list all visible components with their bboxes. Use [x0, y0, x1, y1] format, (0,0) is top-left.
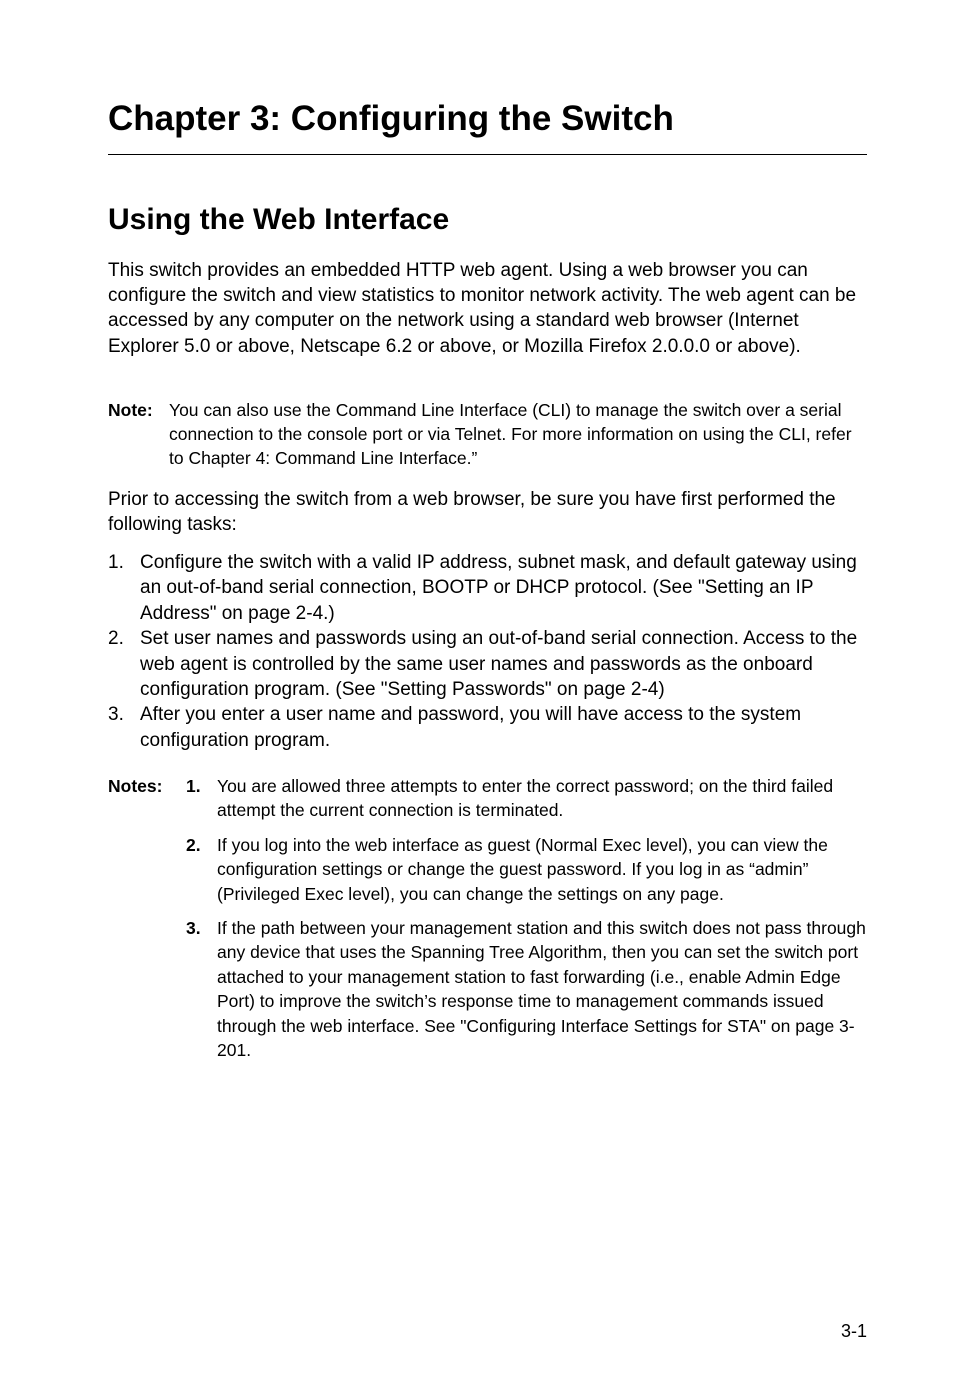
notes-item-number: 3. [186, 918, 201, 938]
notes-item-text: You are allowed three attempts to enter the correct password; on the third failed attempt the current connection is terminated. [217, 776, 834, 821]
task-text: Configure the switch with a valid IP address, subnet mask, and default gateway using an out-of-band serial connection, BOOTP or DHCP protocol. (See "Setting an IP Address" on page 2-4.) [140, 552, 857, 624]
task-text: Set user names and passwords using an out-of-band serial connection. Access to the web agent is controlled by the same user names and passwords as the onboard configuration program. (See "Setting Passwords" on page 2-4) [140, 628, 858, 701]
task-list [108, 550, 867, 753]
note-label: Note: [108, 400, 153, 420]
notes-item-text: If you log into the web interface as guest (Normal Exec level), you can view the configuration settings or change the guest password. If you log in as “admin” (Privileged Exec level), you can change the settings on any page. [217, 835, 828, 904]
notes-item-number: 1. [186, 776, 201, 796]
intro-paragraph: This switch provides an embedded HTTP web agent. Using a web browser you can configure the switch and view statistics to monitor network activity. The web agent can be accessed by any computer on the network using a standard web browser (Internet Explorer 5.0 or above, Netscape 6.2 or above, or Mozilla Firefox 2.0.0.0 or above). [108, 260, 857, 357]
note-text: You can also use the Command Line Interface (CLI) to manage the switch over a serial connection to the console port or via Telnet. For more information on using the CLI, refer to Chapter 4: Command Line Interface.” [169, 400, 852, 468]
task-number: 3. [108, 704, 124, 726]
task-text: After you enter a user name and password, you will have access to the system configuration program. [140, 704, 802, 751]
chapter-divider [108, 154, 867, 155]
task-item [108, 626, 867, 702]
chapter-title: Chapter 3: Configuring the Switch [108, 99, 674, 138]
document-page [108, 0, 867, 1388]
task-item [108, 550, 867, 626]
notes-label: Notes: [108, 776, 163, 796]
task-item [108, 702, 867, 753]
notes-item-text: If the path between your management station and this switch does not pass through any device that uses the Spanning Tree Algorithm, then you can set the switch port attached to your management station to fast forwarding (i.e., enable Admin Edge Port) to improve the switch’s response time to management commands issued through the web interface. See "Configuring Interface Settings for STA" on page 3-201. [217, 918, 866, 1061]
notes-item-number: 2. [186, 835, 201, 855]
prior-paragraph: Prior to accessing the switch from a web browser, be sure you have first performed the following tasks: [108, 489, 836, 536]
section-title: Using the Web Interface [108, 203, 450, 236]
page-number: 3-1 [840, 1321, 867, 1341]
task-number: 2. [108, 628, 124, 650]
task-number: 1. [108, 552, 124, 573]
